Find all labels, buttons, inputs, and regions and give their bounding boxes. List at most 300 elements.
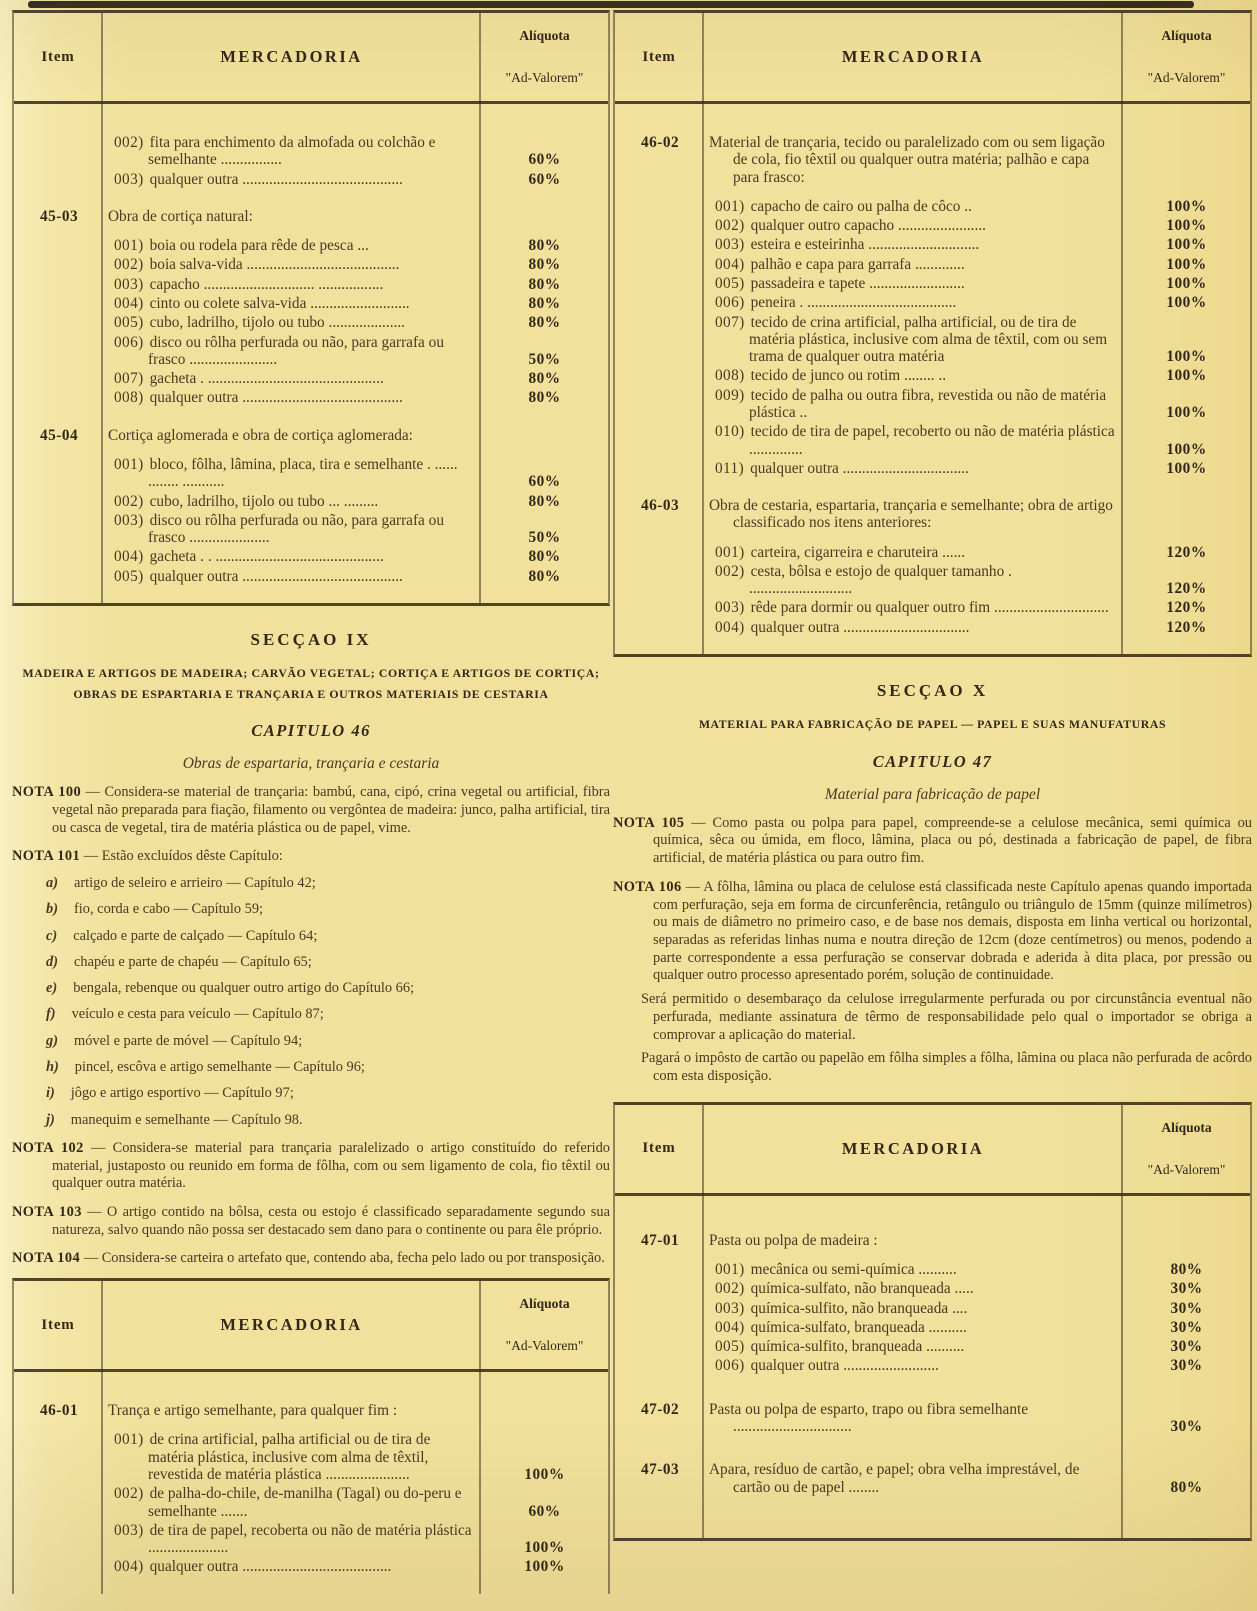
heading-rate: 80%: [1170, 1478, 1203, 1496]
row-text: 004) cinto ou colete salva-vida ..........................: [114, 294, 410, 312]
group-heading: Trança e artigo semelhante, para qualquer fim :: [108, 1402, 398, 1420]
row-text: 003) química-sulfito, não branqueada ....: [715, 1299, 968, 1317]
row-code: 009): [715, 386, 745, 404]
group-heading: Material de trançaria, tecido ou paralelizado com ou sem ligação de cola, fio têxtil ou qualquer outra matéria; palhão e capa para frasco:: [709, 134, 1105, 186]
row-rate: 50%: [528, 529, 561, 547]
note-list-item: [12, 980, 610, 997]
group-heading-row: [14, 1402, 608, 1419]
row-code: 001): [114, 237, 144, 255]
header-mercadoria-label: MERCADORIA: [220, 1315, 363, 1335]
table-group: [615, 134, 1250, 477]
table-row: [14, 334, 608, 369]
note-101: [12, 848, 610, 866]
group-heading-row: [615, 497, 1250, 532]
chapter-46-title: CAPITULO 46: [251, 721, 371, 741]
note-102: [12, 1140, 610, 1193]
column-divider-line: [1121, 13, 1123, 654]
note-104: [12, 1250, 610, 1268]
row-text: 006) peneira . .......................................: [715, 294, 957, 312]
note-text: — Como pasta ou polpa para papel, compreende-se a celulose mecânica, semi química ou química, sêca ou úmida, em floco, lâmina, placa ou pó, destinada a fabricação de papel, de fibra artificial, de matéria plástica ou para outro fim.: [653, 814, 1252, 867]
header-item-label: Item: [41, 1316, 75, 1333]
table-row: [615, 314, 1250, 366]
row-rate: 80%: [528, 492, 561, 510]
group-heading: Pasta ou polpa de esparto, trapo ou fibra semelhante ...............................: [709, 1400, 1029, 1435]
table-row: [615, 1357, 1250, 1374]
note-label: NOTA 102: [12, 1139, 84, 1156]
table-row: [14, 389, 608, 406]
group-heading: Apara, resíduo de cartão, e papel; obra velha imprestável, de cartão ou de papel ........: [709, 1461, 1080, 1496]
note-item-letter: i): [46, 1085, 55, 1102]
note-item-letter: b): [46, 901, 58, 918]
header-item-label: Item: [642, 48, 676, 65]
header-item-label: Item: [41, 48, 75, 65]
row-rate: 100%: [1166, 274, 1207, 292]
note-item-letter: g): [46, 1032, 58, 1049]
group-heading-row: [14, 427, 608, 444]
table-header: [14, 1281, 608, 1372]
note-106-paragraph-3: Pagará o impôsto de cartão ou papelão em fôlha simples a fôlha, lâmina ou placa não perfurada de acôrdo com esta disposição.: [641, 1050, 1252, 1085]
column-left: [12, 10, 610, 1594]
row-rate: 100%: [1166, 348, 1207, 366]
table-row: [14, 237, 608, 254]
row-rate: 100%: [1166, 367, 1207, 385]
note-text: — Considera-se carteira o artefato que, contendo aba, fecha pelo lado ou por transposição.: [83, 1250, 605, 1267]
note-item-letter: f): [46, 1006, 56, 1023]
row-text: 002) cesta, bôlsa e estojo de qualquer tamanho . ...........................: [715, 562, 1012, 598]
row-rate: 120%: [1166, 543, 1207, 561]
note-item-letter: d): [46, 953, 58, 970]
note-text: — Considera-se material para trançaria paralelizado o artigo constituído do referido material, justaposto ou reunido em forma de fôlha, com ou sem ligamento de cola, fio têxtil ou qualquer outra matéria.: [52, 1139, 610, 1192]
row-rate: 120%: [1166, 599, 1207, 617]
table-row: [14, 1485, 608, 1520]
note-item-text: chapéu e parte de chapéu — Capítulo 65;: [74, 953, 312, 970]
note-106-paragraph-2: Será permitido o desembaraço da celulose irregularmente perfurada ou por circunstância eventual não perfurada, mediante assinatura de têrmo de responsabilidade pelo qual o importador se obriga a comprovar a aplicação do material.: [641, 991, 1252, 1043]
table-row: [615, 423, 1250, 458]
sub-rows: [14, 134, 608, 188]
header-mercadoria-label: MERCADORIA: [841, 47, 985, 66]
table-header: [615, 13, 1250, 104]
header-aliquota-label: Alíquota "Ad-Valorem": [505, 28, 584, 85]
section-10-title: SECÇAO X: [876, 681, 989, 701]
group-heading-row: [615, 134, 1250, 186]
row-text: 005) passadeira e tapete .........................: [715, 274, 965, 292]
table-row: [14, 548, 608, 565]
group-heading: Obra de cortiça natural:: [108, 207, 253, 225]
row-code: 008): [114, 389, 144, 407]
chapter-46-subtitle: Obras de espartaria, trançaria e cestaria: [182, 755, 440, 773]
row-rate: 100%: [1166, 197, 1207, 215]
section-9-desc-line1: MADEIRA E ARTIGOS DE MADEIRA; CARVÃO VEGETAL; CORTIÇA E ARTIGOS DE CORTIÇA;: [22, 665, 600, 680]
row-rate: 30%: [1170, 1338, 1203, 1356]
note-101-list: [12, 875, 610, 1129]
row-code: 003): [715, 236, 745, 254]
row-text: 004) química-sulfato, branqueada ..........: [715, 1318, 967, 1336]
row-text: 009) tecido de palha ou outra fibra, revestida ou não de matéria plástica ..: [715, 386, 1107, 421]
row-code: 002): [715, 1280, 745, 1298]
note-item-text: calçado e parte de calçado — Capítulo 64;: [73, 927, 318, 944]
note-list-item: [12, 1112, 610, 1129]
row-text: 004) qualquer outra .......................................: [114, 1558, 392, 1576]
row-rate: 80%: [528, 314, 561, 332]
table-row: [615, 256, 1250, 273]
row-rate: 100%: [1166, 440, 1207, 458]
section-9-desc-line2: OBRAS DE ESPARTARIA E TRANÇARIA E OUTROS MATERIAIS DE CESTARIA: [73, 686, 549, 701]
row-rate: 80%: [528, 237, 561, 255]
row-code: 005): [114, 314, 144, 332]
row-code: 001): [715, 197, 745, 215]
note-item-letter: e): [46, 980, 58, 997]
row-rate: 100%: [1166, 403, 1207, 421]
table-row: [615, 236, 1250, 253]
sub-rows: [14, 237, 608, 407]
table-group: [14, 427, 608, 585]
table-row: [14, 568, 608, 585]
note-103: [12, 1204, 610, 1239]
row-code: 007): [114, 370, 144, 388]
tariff-table-47: [613, 1102, 1252, 1541]
table-row: [14, 171, 608, 188]
table-group: [14, 134, 608, 188]
row-text: 002) cubo, ladrilho, tijolo ou tubo ... .........: [114, 492, 379, 510]
row-code: 005): [114, 567, 144, 585]
row-code: 007): [715, 313, 745, 331]
table-body: [615, 1196, 1250, 1532]
row-rate: 100%: [1166, 294, 1207, 312]
row-text: 001) boia ou rodela para rêde de pesca ...: [114, 237, 369, 255]
row-code: 002): [114, 1485, 144, 1503]
table-header: [14, 13, 608, 104]
note-item-letter: h): [46, 1059, 59, 1076]
table-row: [14, 295, 608, 312]
note-text: — A fôlha, lâmina ou placa de celulose está classificada neste Capítulo apenas quando importada com perfuração, seja em forma de circunferência, retângulo ou triângulo de 15mm (quinze milímetros) ou mais de diâmetro no primeiro caso, e de base nos demais, disposta em linha vertical ou horizontal, separadas as referidas linhas numa e noutra direção de 12cm (doze centímetros) ou menos, podendo a parte correspondente a essa perfuração se conservar dobrada e aderida à dita placa, por pressão ou qualquer outro processo apresentado porém, solução de continuidade.: [653, 878, 1252, 984]
tariff-table-46-02: [613, 10, 1252, 657]
column-divider-line: [1121, 1105, 1123, 1538]
row-text: 007) tecido de crina artificial, palha artificial, ou de tira de matéria plástica, inclusive com alma de têxtil, com ou sem trama de qualquer outra matéria: [715, 313, 1108, 366]
note-list-item: [12, 1033, 610, 1050]
row-text: 002) fita para enchimento da almofada ou colchão e semelhante ................: [114, 134, 436, 169]
row-code: 001): [114, 455, 144, 473]
table-row: [14, 314, 608, 331]
row-rate: 60%: [528, 1502, 561, 1520]
row-code: 008): [715, 367, 745, 385]
row-rate: 80%: [528, 389, 561, 407]
row-rate: 100%: [1166, 255, 1207, 273]
header-aliquota-label: Alíquota "Ad-Valorem": [505, 1296, 584, 1354]
table-row: [615, 1300, 1250, 1317]
row-text: 001) mecânica ou semi-química ..........: [715, 1261, 957, 1279]
row-rate: 30%: [1170, 1299, 1203, 1317]
note-text: — Estão excluídos dêste Capítulo:: [83, 848, 283, 865]
row-rate: 30%: [1170, 1357, 1203, 1375]
item-code: 47-03: [641, 1461, 680, 1479]
row-rate: 50%: [528, 350, 561, 368]
note-list-item: [12, 901, 610, 918]
note-label: NOTA 103: [12, 1204, 82, 1221]
table-row: [14, 256, 608, 273]
row-code: 010): [715, 423, 745, 441]
row-text: 003) disco ou rôlha perfurada ou não, para garrafa ou frasco .....................: [114, 511, 444, 547]
note-label: NOTA 100: [12, 784, 82, 801]
group-heading: Cortiça aglomerada e obra de cortiça aglomerada:: [108, 426, 413, 444]
row-text: 003) qualquer outra ..........................................: [114, 170, 403, 188]
section-9-description: [12, 663, 610, 704]
row-code: 003): [715, 1299, 745, 1317]
table-row: [615, 367, 1250, 384]
row-code: 011): [715, 459, 745, 477]
row-rate: 60%: [528, 473, 561, 491]
table-body: [14, 104, 608, 603]
table-group: [615, 1461, 1250, 1496]
table-row: [615, 198, 1250, 215]
row-text: 002) boia salva-vida ........................................: [114, 256, 400, 274]
row-code: 002): [715, 217, 745, 235]
row-code: 002): [114, 256, 144, 274]
note-list-item: [12, 1006, 610, 1023]
row-text: 001) bloco, fôlha, lâmina, placa, tira e semelhante . ...... ........ ...........: [114, 455, 458, 491]
row-code: 002): [715, 562, 745, 580]
table-group: [14, 1402, 608, 1576]
row-text: 001) capacho de cairo ou palha de côco ..: [715, 197, 972, 215]
note-list-item: [12, 1085, 610, 1102]
row-text: 008) tecido de junco ou rotim ........ ..: [715, 367, 947, 385]
row-text: 004) palhão e capa para garrafa .............: [715, 255, 965, 273]
note-label: NOTA 104: [12, 1250, 81, 1267]
row-text: 002) de palha-do-chile, de-manilha (Tagal) ou do-peru e semelhante .......: [114, 1485, 462, 1520]
row-text: 001) carteira, cigarreira e charuteira ......: [715, 543, 966, 561]
group-heading-row: [615, 1401, 1250, 1436]
item-code: 46-02: [641, 134, 680, 151]
table-row: [615, 599, 1250, 616]
row-rate: 100%: [524, 1558, 565, 1576]
note-item-letter: j): [46, 1111, 55, 1128]
note-item-letter: c): [46, 927, 58, 944]
row-rate: 80%: [528, 275, 561, 293]
row-code: 003): [114, 170, 144, 188]
row-code: 001): [114, 1431, 144, 1449]
column-divider-line: [702, 13, 704, 654]
chapter-47-notes: [613, 815, 1252, 1086]
table-row: [14, 512, 608, 547]
row-code: 001): [715, 1261, 745, 1279]
row-text: 008) qualquer outra ..........................................: [114, 389, 403, 407]
group-heading-row: [14, 208, 608, 225]
row-rate: 100%: [1166, 217, 1207, 235]
row-code: 004): [114, 294, 144, 312]
column-divider-line: [101, 13, 103, 603]
row-rate: 80%: [528, 256, 561, 274]
note-list-item: [12, 954, 610, 971]
table-row: [14, 134, 608, 169]
row-text: 007) gacheta . ..............................................: [114, 370, 384, 388]
table-row: [615, 387, 1250, 422]
header-mercadoria-label: MERCADORIA: [841, 1138, 985, 1158]
row-rate: 80%: [528, 567, 561, 585]
item-code: 47-02: [641, 1400, 680, 1418]
row-code: 006): [114, 333, 144, 351]
column-right: [613, 10, 1252, 1541]
column-divider-line: [702, 1105, 704, 1538]
table-group: [615, 1232, 1250, 1375]
table-body: [615, 104, 1250, 654]
group-heading-row: [615, 1232, 1250, 1249]
row-code: 001): [715, 543, 745, 561]
note-label: NOTA 105: [613, 814, 685, 831]
note-item-text: fio, corda e cabo — Capítulo 59;: [74, 901, 264, 918]
header-aliquota-label: Alíquota "Ad-Valorem": [1147, 1119, 1226, 1177]
table-row: [615, 563, 1250, 598]
row-code: 002): [114, 492, 144, 510]
table-row: [615, 1280, 1250, 1297]
note-text: — O artigo contido na bôlsa, cesta ou estojo é classificado separadamente segundo sua natureza, salvo quando não possa ser destacado sem dano para o continente ou para êle próprio.: [52, 1204, 610, 1238]
row-text: 010) tecido de tira de papel, recoberto ou não de matéria plástica ..............: [715, 423, 1115, 458]
note-item-text: móvel e parte de móvel — Capítulo 94;: [74, 1032, 303, 1049]
table-row: [615, 544, 1250, 561]
row-text: 005) química-sulfito, branqueada ..........: [715, 1338, 965, 1356]
table-row: [615, 460, 1250, 477]
table-row: [615, 1261, 1250, 1278]
note-item-text: veículo e cesta para veículo — Capítulo 87;: [71, 1006, 324, 1023]
group-heading: Obra de cestaria, espartaria, trançaria e semelhante; obra de artigo classificado nos itens anteriores:: [709, 497, 1113, 532]
header-aliquota-label: Alíquota "Ad-Valorem": [1147, 28, 1226, 85]
table-row: [615, 217, 1250, 234]
row-code: 004): [114, 548, 144, 566]
table-group: [14, 208, 608, 407]
chapter-46-notes: [12, 784, 610, 1268]
row-code: 003): [114, 511, 144, 529]
sub-rows: [615, 1261, 1250, 1375]
table-row: [615, 619, 1250, 636]
item-code: 47-01: [641, 1231, 680, 1249]
row-code: 005): [715, 1338, 745, 1356]
table-row: [14, 456, 608, 491]
row-text: 003) rêde para dormir ou qualquer outro fim ..............................: [715, 599, 1109, 617]
heading-rate: 30%: [1170, 1417, 1203, 1435]
row-code: 004): [114, 1558, 144, 1576]
row-rate: 30%: [1170, 1318, 1203, 1336]
row-text: 005) qualquer outra ..........................................: [114, 567, 403, 585]
row-text: 003) de tira de papel, recoberta ou não de matéria plástica .....................: [114, 1521, 472, 1557]
note-item-text: bengala, rebenque ou qualquer outro artigo do Capítulo 66;: [73, 980, 415, 997]
item-code: 45-04: [40, 426, 79, 444]
tariff-table-45: [12, 10, 610, 606]
note-list-item: [12, 1059, 610, 1076]
row-text: 011) qualquer outra .................................: [715, 459, 969, 477]
note-list-item: [12, 928, 610, 945]
chapter-47-subtitle: Material para fabricação de papel: [824, 785, 1041, 803]
row-rate: 80%: [528, 370, 561, 388]
table-row: [14, 370, 608, 387]
section-9-title: SECÇAO IX: [250, 629, 372, 649]
item-code: 46-03: [641, 497, 680, 515]
row-code: 004): [715, 255, 745, 273]
row-rate: 100%: [524, 1466, 565, 1484]
row-code: 006): [715, 1357, 745, 1375]
header-mercadoria-label: MERCADORIA: [220, 47, 363, 66]
table-row: [14, 493, 608, 510]
table-row: [14, 1558, 608, 1575]
row-code: 003): [114, 1521, 144, 1539]
row-rate: 100%: [524, 1539, 565, 1557]
note-100: [12, 784, 610, 837]
row-code: 006): [715, 294, 745, 312]
row-rate: 60%: [528, 170, 561, 188]
row-rate: 80%: [1170, 1261, 1203, 1279]
row-text: 001) de crina artificial, palha artificial ou de tira de matéria plástica, inclusive com alma de têxtil, revestida de matéria plástica ......................: [114, 1431, 431, 1484]
sub-rows: [615, 544, 1250, 636]
column-divider-line: [101, 1281, 103, 1594]
table-row: [615, 1319, 1250, 1336]
row-text: 003) capacho ............................. .................: [114, 275, 384, 293]
column-divider-line: [479, 13, 481, 603]
table-row: [615, 275, 1250, 292]
table-row: [14, 1431, 608, 1483]
row-text: 006) disco ou rôlha perfurada ou não, para garrafa ou frasco .......................: [114, 333, 444, 368]
note-list-item: [12, 875, 610, 892]
row-code: 003): [715, 599, 745, 617]
note-item-text: artigo de seleiro e arrieiro — Capítulo 42;: [74, 875, 316, 892]
row-text: 004) qualquer outra .................................: [715, 618, 970, 636]
row-rate: 100%: [1166, 236, 1207, 254]
note-item-letter: a): [46, 875, 58, 892]
item-code: 45-03: [40, 207, 79, 225]
note-105: [613, 815, 1252, 868]
row-text: 002) química-sulfato, não branqueada .....: [715, 1280, 974, 1298]
note-item-text: pincel, escôva e artigo semelhante — Capítulo 96;: [74, 1059, 365, 1076]
column-divider-line: [479, 1281, 481, 1594]
scan-edge-bar: [28, 1, 1194, 8]
header-item-label: Item: [642, 1140, 676, 1157]
note-text: — Considera-se material de trançaria: bambú, cana, cipó, crina vegetal ou artificial, fibra vegetal não preparada para fiação, filamento ou vergôntea de madeira: junco, palha artificial, tira ou casca de vegetal, tira de matéria plástica ou de papel, vime.: [52, 784, 610, 836]
row-code: 005): [715, 274, 745, 292]
sub-rows: [14, 456, 608, 585]
row-rate: 120%: [1166, 618, 1207, 636]
table-row: [615, 294, 1250, 311]
row-text: 006) qualquer outra .........................: [715, 1357, 939, 1375]
section-10-description: MATERIAL PARA FABRICAÇÃO DE PAPEL — PAPEL E SUAS MANUFATURAS: [698, 717, 1167, 732]
row-rate: 120%: [1166, 580, 1207, 598]
row-rate: 80%: [528, 548, 561, 566]
chapter-47-title: CAPITULO 47: [872, 751, 993, 771]
row-text: 004) gacheta . . ............................................: [114, 548, 384, 566]
row-rate: 30%: [1170, 1280, 1203, 1298]
table-header: [615, 1105, 1250, 1196]
row-code: 004): [715, 618, 745, 636]
row-rate: 60%: [528, 151, 561, 169]
note-item-text: manequim e semelhante — Capítulo 98.: [70, 1111, 303, 1128]
row-text: 005) cubo, ladrilho, tijolo ou tubo ....................: [114, 314, 405, 332]
sub-rows: [14, 1431, 608, 1575]
row-code: 002): [114, 134, 144, 151]
table-row: [14, 1522, 608, 1557]
sub-rows: [615, 198, 1250, 477]
table-group: [615, 497, 1250, 636]
row-text: 002) qualquer outro capacho .......................: [715, 217, 986, 235]
note-106: [613, 879, 1252, 985]
note-label: NOTA 101: [12, 848, 81, 865]
table-row: [615, 1338, 1250, 1355]
row-rate: 100%: [1166, 459, 1207, 477]
table-group: [615, 1401, 1250, 1436]
row-rate: 80%: [528, 294, 561, 312]
group-heading: Pasta ou polpa de madeira :: [709, 1231, 878, 1249]
table-body: [14, 1372, 608, 1594]
note-item-text: jôgo e artigo esportivo — Capítulo 97;: [70, 1085, 294, 1102]
row-code: 003): [114, 275, 144, 293]
row-text: 003) esteira e esteirinha .............................: [715, 236, 980, 254]
group-heading-row: [615, 1461, 1250, 1496]
row-code: 004): [715, 1318, 745, 1336]
item-code: 46-01: [40, 1402, 79, 1420]
